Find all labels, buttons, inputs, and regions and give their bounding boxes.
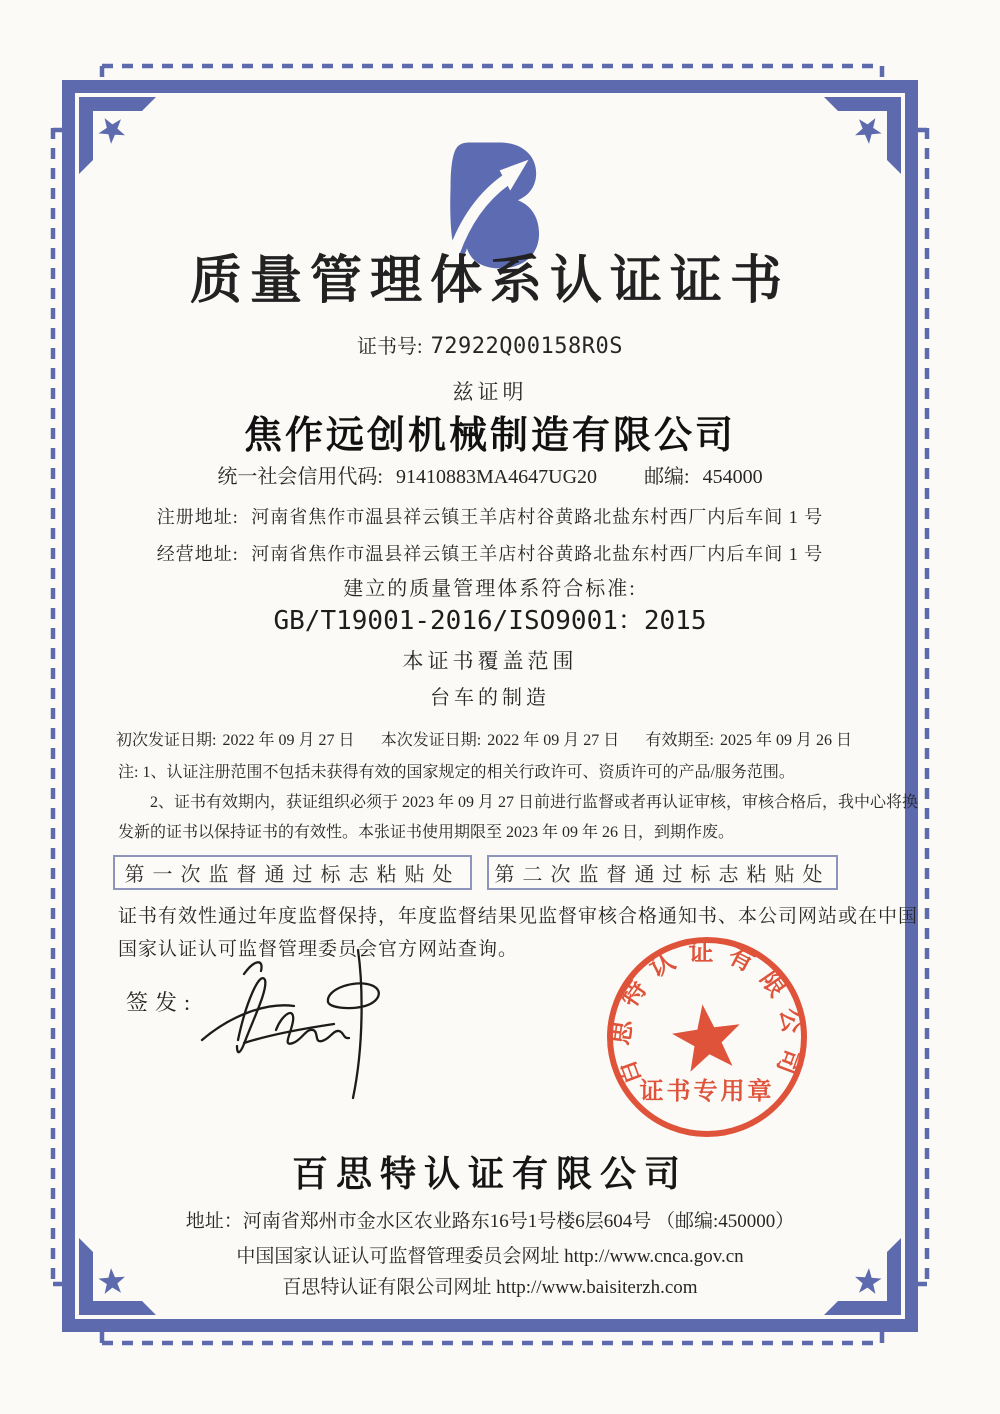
valid-until-date: [646, 727, 852, 750]
standard-intro: 建立的质量管理体系符合标准:: [343, 578, 637, 600]
standard-code: GB/T19001-2016/ISO9001：2015: [273, 606, 707, 636]
note-2-line-2: 发新的证书以保持证书的有效性。本张证书使用期限至 2023 年 09 年 26 日，到期作废。: [118, 824, 735, 841]
issuer-website-line: 百思特认证有限公司网址 http://www.baisiterzh.com: [282, 1277, 698, 1298]
current-issue-date: [381, 727, 619, 750]
issuer-signature: [182, 940, 414, 1110]
registered-address-value: 河南省焦作市温县祥云镇王羊店村谷黄路北盐东村西厂内后车间 1 号: [251, 507, 824, 527]
credit-code-label: 统一社会信用代码:: [217, 466, 383, 488]
credit-code-value: 91410883MA4647UG20: [395, 466, 598, 488]
cert-number-row: [0, 330, 980, 359]
current-issue-label: 本次发证日期:: [380, 732, 482, 749]
operating-address-row: [0, 540, 980, 566]
registered-address-label: 注册地址:: [156, 507, 239, 527]
note-1: 注: 1、认证注册范围不包括未获得有效的国家规定的相关行政许可、资质许可的产品/服务范围。: [118, 764, 795, 781]
note-2-line-1: 2、证书有效期内，获证组织必须于 2023 年 09 月 27 日前进行监督或者再认证审核，审核合格后，我中心将换: [150, 794, 919, 811]
issuer-name: 百思特认证有限公司: [291, 1154, 688, 1194]
postcode-label: 邮编:: [644, 466, 690, 488]
hereby-text: 兹证明: [452, 380, 528, 404]
cert-number-label: 证书号:: [357, 336, 423, 358]
first-supervision-sticker-box: 第一次监督通过标志粘贴处: [113, 855, 472, 890]
second-supervision-sticker-box: 第二次监督通过标志粘贴处: [487, 855, 838, 890]
red-star-icon: [669, 1000, 746, 1074]
operating-address-label: 经营地址:: [156, 544, 239, 564]
operating-address-value: 河南省焦作市温县祥云镇王羊店村谷黄路北盐东村西厂内后车间 1 号: [251, 544, 824, 564]
certification-seal: [602, 932, 812, 1142]
first-issue-value: 2022 年 09 月 27 日: [222, 732, 355, 749]
cert-number-value: 72922Q00158R0S: [430, 334, 623, 359]
issuer-address: 地址：河南省郑州市金水区农业路东16号1号楼6层604号 （邮编:450000）: [185, 1211, 795, 1232]
credit-code-row: [0, 460, 980, 489]
cnca-website-line: 中国国家认证认可监督管理委员会网址 http://www.cnca.gov.cn: [236, 1246, 744, 1267]
scope-value: 台车的制造: [430, 687, 550, 709]
validity-line-2: 国家认证认可监督管理委员会官方网站查询。: [118, 939, 519, 960]
seal-ring-text: 百思特认证有限公司: [607, 939, 807, 1089]
company-name: 焦作远创机械制造有限公司: [243, 415, 736, 457]
certificate-title: 质量管理体系认证证书: [189, 253, 790, 310]
sign-label: 签发:: [126, 990, 198, 1015]
scope-label: 本证书覆盖范围: [402, 649, 578, 673]
registered-address-row: [0, 503, 980, 529]
seal-bottom-text: 证书专用章: [639, 1079, 775, 1105]
valid-until-label: 有效期至:: [645, 732, 714, 749]
current-issue-value: 2022 年 09 月 27 日: [487, 732, 620, 749]
first-issue-date: [116, 727, 354, 750]
dates-row: [116, 727, 852, 750]
valid-until-value: 2025 年 09 月 26 日: [719, 732, 852, 749]
first-issue-label: 初次发证日期:: [116, 732, 217, 749]
validity-line-1: 证书有效性通过年度监督保持，年度监督结果见监督审核合格通知书、本公司网站或在中国: [118, 906, 919, 927]
postcode-value: 454000: [702, 466, 763, 488]
